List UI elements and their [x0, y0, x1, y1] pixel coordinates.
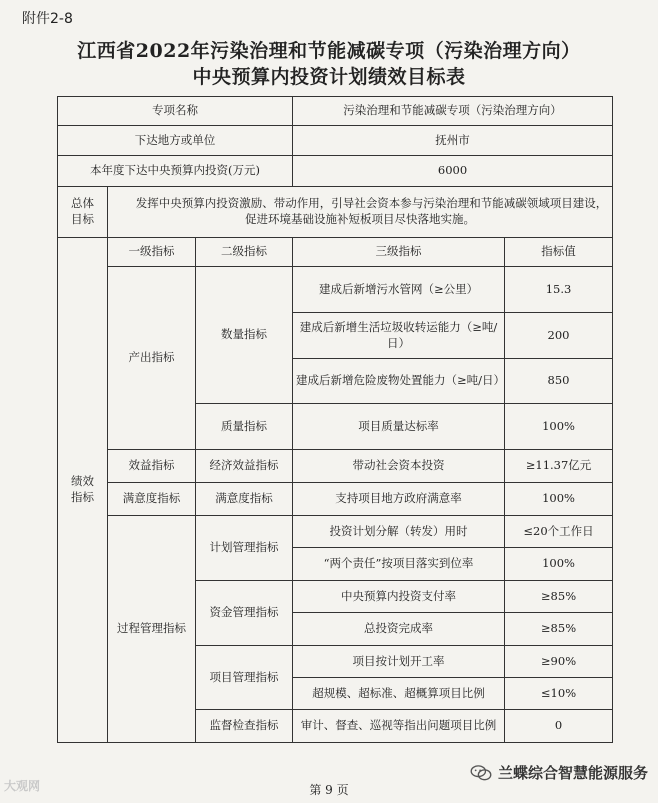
table-row [58, 156, 613, 187]
watermark-right [470, 762, 648, 783]
indicator-text: 项目按计划开工率 [293, 646, 505, 678]
table-row [58, 126, 613, 156]
region-label: 下达地方或单位 [58, 126, 293, 156]
table-row [58, 238, 613, 267]
table-row [58, 516, 613, 548]
quantity-indicator: 数量指标 [196, 267, 293, 404]
watermark-right-text: 兰蝶综合智慧能源服务 [497, 764, 648, 782]
benefit-indicator: 效益指标 [108, 450, 196, 483]
indicator-value: 100% [505, 483, 613, 516]
project-management-indicator: 项目管理指标 [196, 646, 293, 710]
header-level1: 一级指标 [108, 238, 196, 267]
overall-goal-label [58, 187, 108, 238]
table-row [58, 267, 613, 313]
indicator-value: ≤10% [505, 678, 613, 710]
table-row [58, 450, 613, 483]
indicator-text: 中央预算内投资支付率 [293, 581, 505, 613]
indicator-text: 超规模、超标准、超概算项目比例 [293, 678, 505, 710]
table-row [58, 187, 613, 238]
wechat-icon [470, 765, 492, 781]
process-management-indicator: 过程管理指标 [108, 516, 196, 743]
investment-label: 本年度下达中央预算内投资(万元) [58, 156, 293, 187]
plan-management-indicator: 计划管理指标 [196, 516, 293, 581]
document-title-line2: 中央预算内投资计划绩效目标表 [192, 66, 466, 88]
performance-indicator-label-line2: 指标 [71, 490, 94, 504]
indicator-text: 建成后新增污水管网（≥公里） [293, 267, 505, 313]
header-value: 指标值 [505, 238, 613, 267]
satisfaction-indicator-level2: 满意度指标 [196, 483, 293, 516]
project-name-value: 污染治理和节能减碳专项（污染治理方向） [293, 97, 613, 126]
region-value: 抚州市 [293, 126, 613, 156]
header-level2: 二级指标 [196, 238, 293, 267]
indicator-value: 200 [505, 313, 613, 359]
indicator-value: 100% [505, 404, 613, 450]
indicator-value: 15.3 [505, 267, 613, 313]
performance-indicator-label-line1: 绩效 [71, 474, 94, 489]
table-row [58, 483, 613, 516]
watermark-left: 大观网 [4, 779, 41, 793]
performance-target-table [57, 96, 613, 743]
fund-management-indicator: 资金管理指标 [196, 581, 293, 646]
indicator-text: 建成后新增生活垃圾收转运能力（≥吨/日） [293, 313, 505, 359]
indicator-text: 带动社会资本投资 [293, 450, 505, 483]
indicator-value: 850 [505, 359, 613, 404]
indicator-text: 总投资完成率 [293, 613, 505, 646]
indicator-value: ≤20个工作日 [505, 516, 613, 548]
indicator-text: 建成后新增危险废物处置能力（≥吨/日） [293, 359, 505, 404]
document-title-line1: 江西省2022年污染治理和节能减碳专项（污染治理方向） [77, 40, 581, 62]
indicator-value: ≥90% [505, 646, 613, 678]
page-number: 第 9 页 [309, 783, 349, 797]
overall-goal-label-line1: 总体 [71, 196, 94, 211]
indicator-text: 支持项目地方政府满意率 [293, 483, 505, 516]
indicator-value: 100% [505, 548, 613, 581]
project-name-label: 专项名称 [58, 97, 293, 126]
indicator-value: ≥11.37亿元 [505, 450, 613, 483]
supervision-indicator: 监督检查指标 [196, 710, 293, 743]
table-row [58, 97, 613, 126]
overall-goal-label-line2: 目标 [71, 212, 94, 226]
indicator-value: ≥85% [505, 613, 613, 646]
header-level3: 三级指标 [293, 238, 505, 267]
attachment-label: 附件2-8 [22, 11, 73, 27]
indicator-value: 0 [505, 710, 613, 743]
indicator-text: 投资计划分解（转发）用时 [293, 516, 505, 548]
indicator-text: “两个责任”按项目落实到位率 [293, 548, 505, 581]
indicator-text: 审计、督查、巡视等指出问题项目比例 [293, 710, 505, 743]
quality-indicator: 质量指标 [196, 404, 293, 450]
indicator-value: ≥85% [505, 581, 613, 613]
satisfaction-indicator-level1: 满意度指标 [108, 483, 196, 516]
overall-goal-text: 发挥中央预算内投资激励、带动作用，引导社会资本参与污染治理和节能减碳领域项目建设，促进环境基础设施补短板项目尽快落地实施。 [108, 187, 613, 238]
output-indicator: 产出指标 [108, 267, 196, 450]
performance-indicator-label [58, 238, 108, 743]
indicator-text: 项目质量达标率 [293, 404, 505, 450]
investment-value: 6000 [293, 156, 613, 187]
economic-benefit-indicator: 经济效益指标 [196, 450, 293, 483]
